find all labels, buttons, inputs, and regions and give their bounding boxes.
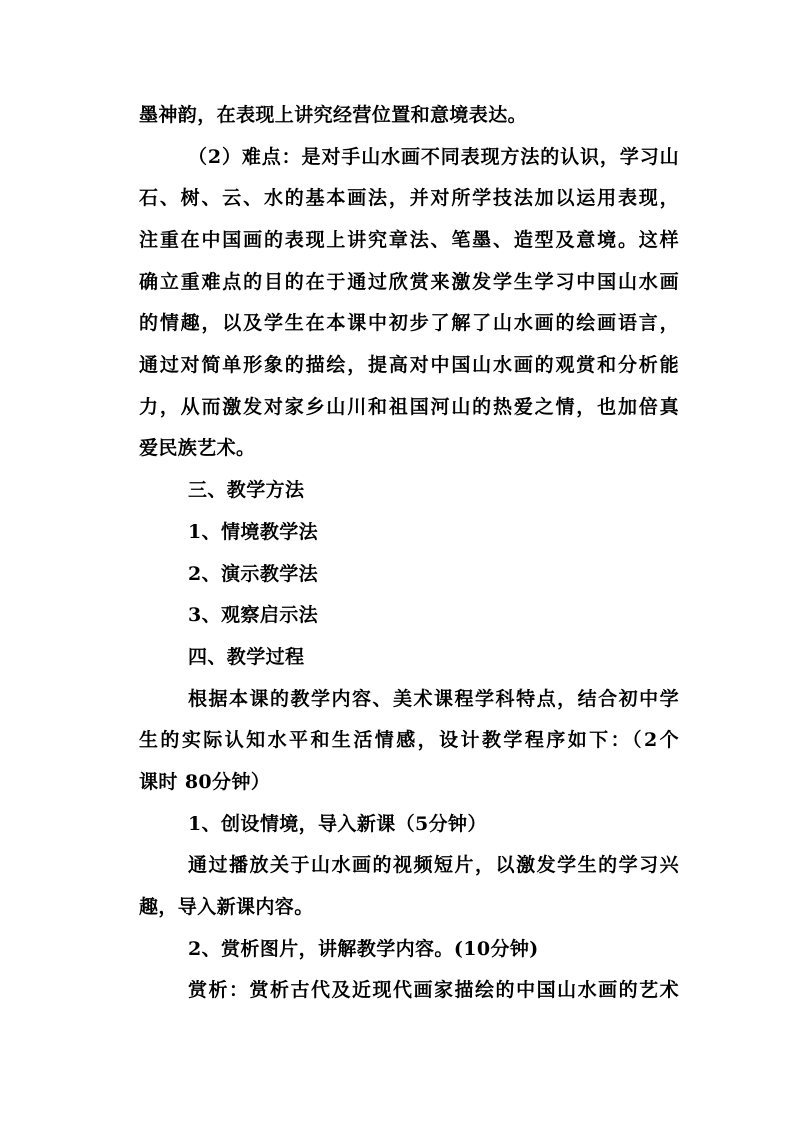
section-heading: 四、教学过程 bbox=[188, 646, 305, 668]
text-line: 生的实际认知水平和生活情感，设计教学程序如下：（2个 bbox=[139, 729, 679, 751]
section-heading: 三、教学方法 bbox=[188, 479, 305, 501]
text-line: 的情趣，以及学生在本课中初步了解了山水画的绘画语言， bbox=[139, 312, 679, 334]
text-line: 根据本课的教学内容、美术课程学科特点，结合初中学 bbox=[188, 688, 679, 710]
text-line: 通过播放关于山水画的视频短片，以激发学生的学习兴 bbox=[188, 854, 679, 876]
text-line: 赏析：赏析古代及近现代画家描绘的中国山水画的艺术 bbox=[188, 979, 679, 1001]
text-line: 爱民族艺术。 bbox=[139, 437, 256, 459]
text-line: 力，从而激发对家乡山川和祖国河山的热爱之情，也加倍真 bbox=[139, 396, 679, 418]
text-line: 趣，导入新课内容。 bbox=[139, 896, 314, 918]
list-item: 2、演示教学法 bbox=[188, 563, 319, 585]
text-line: 确立重难点的目的在于通过欣赏来激发学生学习中国山水画 bbox=[139, 271, 679, 293]
list-item: 3、观察启示法 bbox=[188, 604, 319, 626]
text-line: 注重在中国画的表现上讲究章法、笔墨、造型及意境。这样 bbox=[139, 229, 679, 251]
text-line: （2）难点：是对手山水画不同表现方法的认识，学习山 bbox=[188, 146, 679, 168]
text-line: 石、树、云、水的基本画法，并对所学技法加以运用表现， bbox=[139, 187, 679, 209]
text-line: 课时 80分钟） bbox=[139, 771, 271, 793]
step-heading: 2、赏析图片，讲解教学内容。(10分钟) bbox=[188, 938, 539, 960]
text-line: 墨神韵，在表现上讲究经营位置和意境表达。 bbox=[139, 104, 528, 126]
step-heading: 1、创设情境，导入新课（5分钟） bbox=[188, 813, 487, 835]
text-line: 通过对简单形象的描绘，提高对中国山水画的观赏和分析能 bbox=[139, 354, 679, 376]
list-item: 1、情境教学法 bbox=[188, 521, 319, 543]
